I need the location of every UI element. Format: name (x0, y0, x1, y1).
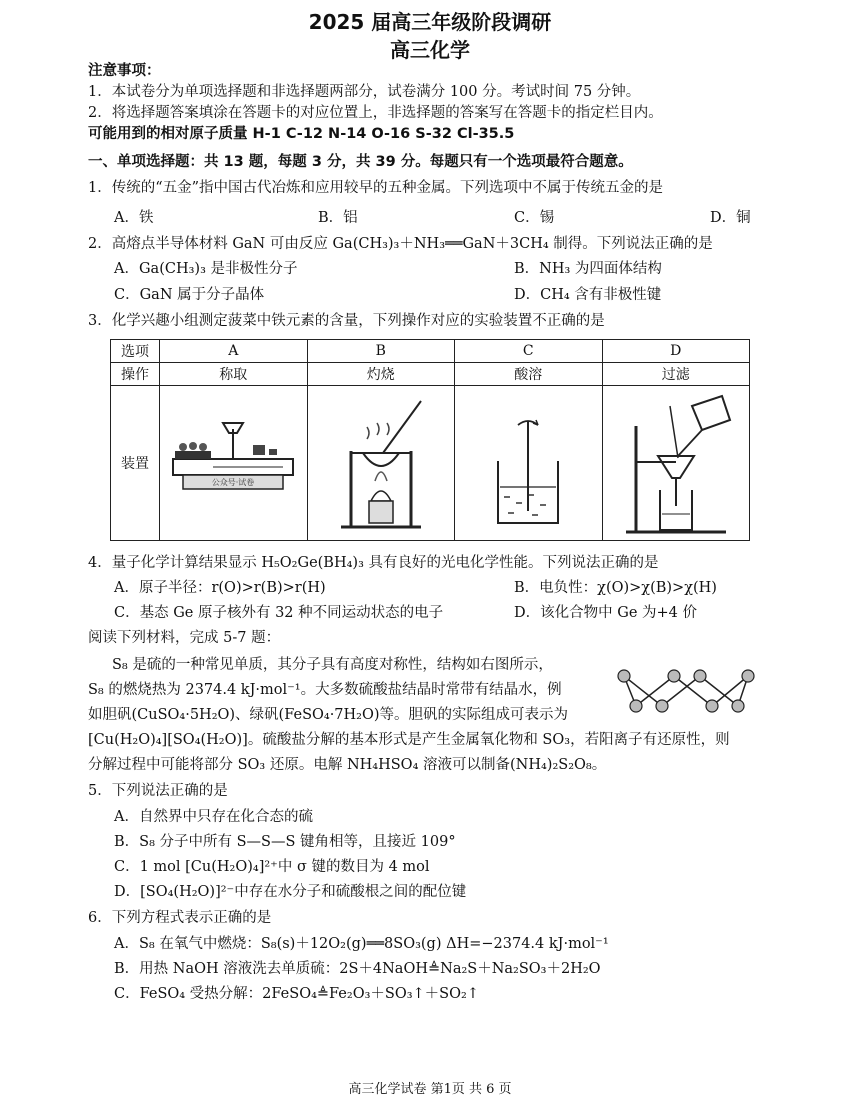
row-label-operation: 操作 (111, 363, 160, 386)
q5-option-a: A．自然界中只存在化合态的硫 (114, 809, 313, 825)
q5-stem: 5．下列说法正确的是 (88, 783, 228, 799)
q2-option-a: A．Ga(CH₃)₃ 是非极性分子 (114, 261, 298, 277)
q1-option-a: A．铁 (114, 210, 154, 226)
q1-option-d: D．铜 (710, 210, 751, 226)
q3-apparatus-table (110, 339, 750, 541)
option-d-header: D (602, 340, 750, 363)
q4-option-c: C．基态 Ge 原子核外有 32 种不同运动状态的电子 (114, 605, 444, 621)
notice-heading: 注意事项： (88, 63, 161, 79)
notice-item-1: 1．本试卷分为单项选择题和非选择题两部分，试卷满分 100 分。考试时间 75 分钟。 (88, 84, 641, 100)
q4-option-d: D．该化合物中 Ge 为+4 价 (514, 605, 697, 621)
device-a-balance (160, 386, 308, 541)
reading-line-2: S₈ 的燃烧热为 2374.4 kJ·mol⁻¹。大多数硫酸盐结晶时常带有结晶水，例 (88, 682, 562, 698)
q2-stem: 2．高熔点半导体材料 GaN 可由反应 Ga(CH₃)₃＋NH₃══GaN＋3CH₄ 制得。下列说法正确的是 (88, 236, 713, 252)
q1-option-b: B．铝 (318, 210, 358, 226)
q6-option-b: B．用热 NaOH 溶液洗去单质硫：2S＋4NaOH≜Na₂S＋Na₂SO₃＋2H₂O (114, 961, 601, 977)
device-d-filtration (602, 386, 750, 541)
page-footer: 高三化学试卷 第1页 共 6 页 (348, 1082, 512, 1097)
q5-option-b: B．S₈ 分子中所有 S—S—S 键角相等，且接近 109° (114, 834, 456, 850)
operation-d: 过滤 (602, 363, 750, 386)
section-heading: 一、单项选择题：共 13 题，每题 3 分，共 39 分。每题只有一个选项最符合题意。 (88, 154, 633, 170)
operation-b: 灼烧 (307, 363, 455, 386)
filtration-illustration (606, 386, 746, 536)
beaker-stirring-illustration (458, 391, 598, 531)
operation-c: 酸溶 (455, 363, 603, 386)
q4-stem: 4．量子化学计算结果显示 H₅O₂Ge(BH₄)₃ 具有良好的光电化学性能。下列说法正确的是 (88, 555, 659, 571)
notice-item-2: 2．将选择题答案填涂在答题卡的对应位置上，非选择题的答案写在答题卡的指定栏目内。 (88, 105, 663, 121)
crucible-burning-illustration (311, 391, 451, 531)
device-b-burning (307, 386, 455, 541)
reading-line-4: [Cu(H₂O)₄][SO₄(H₂O)]。硫酸盐分解的基本形式是产生金属氧化物和 SO₃，若阳离子有还原性，则 (88, 732, 730, 748)
q2-option-c: C．GaN 属于分子晶体 (114, 287, 265, 303)
exam-title: 2025 届高三年级阶段调研 (308, 10, 552, 34)
atomic-masses: 可能用到的相对原子质量 H-1 C-12 N-14 O-16 S-32 Cl-35.5 (88, 126, 515, 142)
operation-a: 称取 (160, 363, 308, 386)
reading-line-5: 分解过程中可能将部分 SO₃ 还原。电解 NH₄HSO₄ 溶液可以制备(NH₄)₂S₂O₈。 (88, 757, 607, 773)
row-label-device: 装置 (111, 386, 160, 541)
s8-structure-diagram (612, 664, 758, 718)
svg-text:公众号·试卷: 公众号·试卷 (211, 478, 255, 487)
row-label-option: 选项 (111, 340, 160, 363)
balance-illustration (163, 401, 303, 521)
option-b-header: B (307, 340, 455, 363)
q4-option-b: B．电负性：χ(O)>χ(B)>χ(H) (514, 580, 717, 596)
reading-line-3: 如胆矾(CuSO₄·5H₂O)、绿矾(FeSO₄·7H₂O)等。胆矾的实际组成可表示为 (88, 707, 569, 723)
device-c-dissolving (455, 386, 603, 541)
reading-intro: 阅读下列材料，完成 5-7 题： (88, 630, 281, 646)
q2-option-b: B．NH₃ 为四面体结构 (514, 261, 662, 277)
q2-option-d: D．CH₄ 含有非极性键 (514, 287, 662, 303)
q5-option-c: C．1 mol [Cu(H₂O)₄]²⁺中 σ 键的数目为 4 mol (114, 859, 430, 875)
q4-option-a: A．原子半径：r(O)>r(B)>r(H) (114, 580, 326, 596)
option-c-header: C (455, 340, 603, 363)
q6-option-a: A．S₈ 在氧气中燃烧：S₈(s)＋12O₂(g)══8SO₃(g) ΔH=−2374.4 kJ·mol⁻¹ (114, 936, 609, 952)
q5-option-d: D．[SO₄(H₂O)]²⁻中存在水分子和硫酸根之间的配位键 (114, 884, 467, 900)
q6-option-c: C．FeSO₄ 受热分解：2FeSO₄≜Fe₂O₃＋SO₃↑＋SO₂↑ (114, 986, 479, 1002)
q1-stem: 1．传统的“五金”指中国古代冶炼和应用较早的五种金属。下列选项中不属于传统五金的是 (88, 180, 664, 196)
q6-stem: 6．下列方程式表示正确的是 (88, 910, 272, 926)
option-a-header: A (160, 340, 308, 363)
q3-stem: 3．化学兴趣小组测定菠菜中铁元素的含量，下列操作对应的实验装置不正确的是 (88, 313, 605, 329)
reading-line-1: S₈ 是硫的一种常见单质，其分子具有高度对称性，结构如右图所示， (112, 657, 553, 673)
q1-option-c: C．锡 (514, 210, 555, 226)
exam-subject: 高三化学 (390, 38, 470, 62)
